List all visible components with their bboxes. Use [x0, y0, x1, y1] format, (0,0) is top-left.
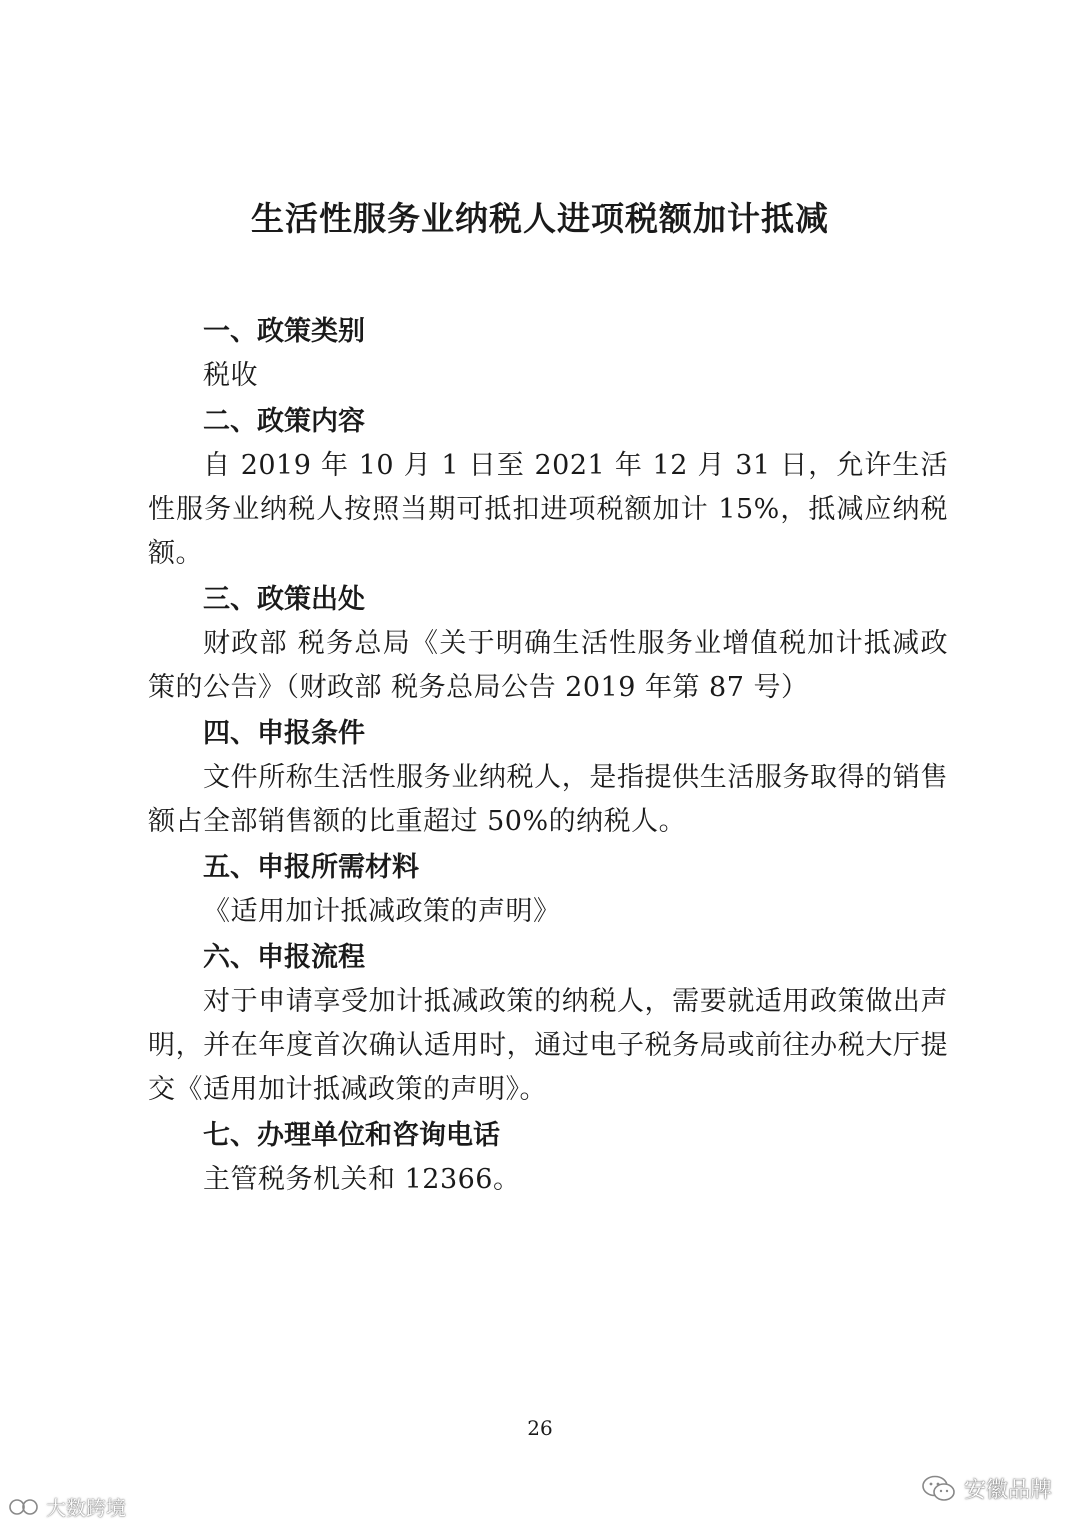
section-paragraph: 《适用加计抵减政策的声明》: [203, 896, 561, 927]
section-heading: 三、政策出处: [203, 584, 365, 615]
document-body: [148, 310, 948, 1204]
page-number: 26: [527, 1416, 553, 1440]
section-required-materials: [148, 846, 948, 934]
watermark-source: [8, 1492, 126, 1521]
watermark-wechat: [922, 1473, 1052, 1504]
section-heading: 七、办理单位和咨询电话: [203, 1120, 500, 1151]
section-paragraph: 财政部 税务总局《关于明确生活性服务业增值税加计抵减政策的公告》（财政部 税务总局公告 2019 年第 87 号）: [148, 628, 948, 703]
document-title: 生活性服务业纳税人进项税额加计抵减: [251, 199, 829, 238]
section-heading: 二、政策内容: [203, 406, 365, 437]
section-paragraph: 主管税务机关和 12366。: [203, 1164, 521, 1195]
watermark-right-text: 安徽品牌: [963, 1478, 1052, 1503]
section-paragraph: 文件所称生活性服务业纳税人，是指提供生活服务取得的销售额占全部销售额的比重超过 50%的纳税人。: [148, 762, 948, 837]
watermark-left-text: 大数跨境: [46, 1496, 126, 1520]
section-heading: 五、申报所需材料: [203, 852, 419, 883]
section-paragraph: 自 2019 年 10 月 1 日至 2021 年 12 月 31 日，允许生活性服务业纳税人按照当期可抵扣进项税额加计 15%，抵减应纳税额。: [148, 450, 948, 569]
logo-mark-icon: [8, 1496, 42, 1518]
section-heading: 四、申报条件: [203, 718, 365, 749]
section-policy-content: [148, 400, 948, 576]
section-paragraph: 对于申请享受加计抵减政策的纳税人，需要就适用政策做出声明，并在年度首次确认适用时，通过电子税务局或前往办税大厅提交《适用加计抵减政策的声明》。: [148, 986, 948, 1105]
section-eligibility: [148, 712, 948, 844]
section-heading: 一、政策类别: [203, 316, 365, 347]
section-procedure: [148, 936, 948, 1112]
section-policy-source: [148, 578, 948, 710]
section-contact: [148, 1114, 948, 1202]
section-heading: 六、申报流程: [203, 942, 365, 973]
section-paragraph: 税收: [203, 360, 258, 391]
wechat-icon: [922, 1475, 956, 1503]
section-policy-category: [148, 310, 948, 398]
